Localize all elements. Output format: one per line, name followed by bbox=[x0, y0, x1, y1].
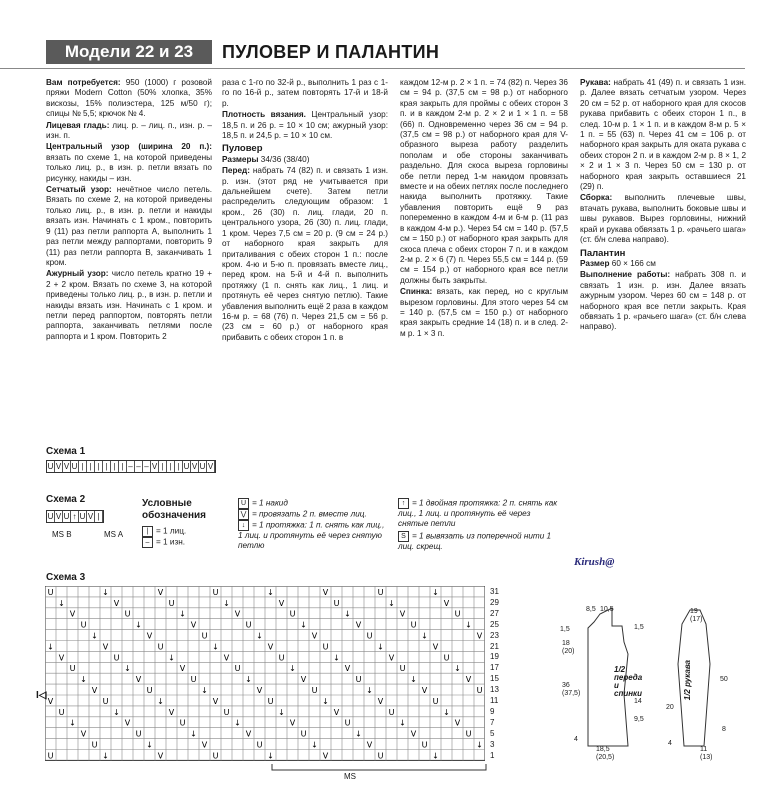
ms-a-label: MS A bbox=[104, 530, 124, 539]
stitch-symbol: U bbox=[366, 631, 373, 641]
stitch-symbol: U bbox=[234, 664, 241, 674]
stitch-symbol: U bbox=[300, 729, 307, 739]
stitch-symbol: ↓ bbox=[256, 631, 263, 641]
stitch-symbol: V bbox=[289, 718, 296, 728]
row-number: 9 bbox=[490, 706, 495, 716]
stitch-symbol: V bbox=[377, 696, 384, 706]
stitch-symbol: U bbox=[322, 642, 329, 652]
stitch-symbol: U bbox=[289, 609, 296, 619]
stitch-symbol: U bbox=[47, 587, 54, 597]
stitch-symbol: U bbox=[465, 729, 472, 739]
stitch-symbol: ↓ bbox=[454, 664, 461, 674]
stitch-symbol: U bbox=[388, 707, 395, 717]
stitch-symbol: U bbox=[212, 587, 219, 597]
stitch-cell: U bbox=[63, 512, 70, 521]
stitch-symbol: ↓ bbox=[124, 664, 131, 674]
dim: 1,5 bbox=[560, 626, 570, 633]
row-number: 25 bbox=[490, 619, 499, 629]
stitch-symbol: ↓ bbox=[267, 587, 274, 597]
stitch-symbol: ↓ bbox=[443, 707, 450, 717]
label: Плотность вязания. bbox=[222, 110, 306, 120]
stitch-cell: ↑ bbox=[71, 511, 79, 522]
stitch-symbol: V bbox=[47, 696, 54, 706]
schema-3-grid bbox=[45, 586, 485, 761]
stitch-symbol: ↓ bbox=[47, 642, 54, 652]
text: каждом 12-м р. 2 × 1 п. = 74 (82) п. Через 36 см = 94 р. (37,5 см = 98 р.) от наборного края закрыть для проймы с обеих сторон 3 п. и в каждом 2-м р. 2 × 2 и 1 × 1 п. = 58 (66) п. Одновременно через 36 см = 94 р. (37,5 см = 98 р.) от наборного края для V-образного выреза работу разделить пополам и обе стороны заканчивать раздельно. Для скоса выреза горловины обе петли перед 1-м накидом провязать вместе и на обеих петлях после последнего накида выполнить протяжку. Такие убавления повторить ещё 9 раз попеременно в каждом 4-м и 6-м р. (11 раз в каждом 4-м р.). Через 54 см = 140 р. (57,5 см = 150 р.) от наборного края закрыть для скоса плеча с обеих сторон 7 п. и в каждом 2-м р. 2 × 6 (7) п. Через 55,5 см = 144 р. (59 см = 154 р.) от наборного края все петли должны быть закрыты. bbox=[400, 78, 568, 285]
stitch-symbol: V bbox=[421, 686, 428, 695]
row-number: 19 bbox=[490, 652, 499, 662]
stitch-symbol: ↓ bbox=[223, 598, 230, 608]
stitch-symbol: ↓ bbox=[58, 598, 65, 608]
section-heading: Палантин bbox=[580, 247, 626, 259]
label: Ажурный узор: bbox=[46, 269, 109, 279]
row-number: 7 bbox=[490, 717, 495, 727]
text-column-4 bbox=[580, 78, 746, 334]
stitch-symbol: ↓ bbox=[179, 609, 186, 619]
stitch-cell: – bbox=[143, 461, 151, 472]
text: Центральный узор: 18,5 п. и 26 р. = 10 × 10 см; ажурный узор: 18,5 п. и 24,5 р. = 10 × 10 см. bbox=[222, 110, 389, 141]
dim: 20 bbox=[666, 704, 674, 711]
text: вязать по схеме 1, на которой приведены только лиц. р., в изн. р. петли вязать по рисунку, накиды – изн. bbox=[46, 152, 212, 183]
schema-1-strip bbox=[46, 460, 216, 473]
text: 950 (1000) г розовой пряжи Modern Cotton (50% хлопка, 35% вискозы, 15% полиэстера, 125 м/50 г); спицы № 5,5; крючок № 4. bbox=[46, 78, 213, 119]
rapport-bracket bbox=[270, 762, 490, 776]
stitch-symbol: ↓ bbox=[113, 707, 120, 717]
stitch-cell: | bbox=[111, 461, 119, 472]
stitch-symbol: U bbox=[377, 587, 384, 597]
stitch-cell: V bbox=[151, 462, 158, 471]
stitch-symbol: U bbox=[267, 696, 274, 706]
purl-symbol: – bbox=[142, 537, 153, 548]
stitch-symbol: ↓ bbox=[168, 653, 175, 663]
yarn-over-symbol: U bbox=[238, 498, 249, 509]
dim: 8,5 bbox=[586, 606, 596, 613]
stitch-symbol: U bbox=[190, 675, 197, 685]
stitch-symbol: U bbox=[201, 631, 208, 641]
stitch-symbol: V bbox=[179, 664, 186, 674]
stitch-symbol: U bbox=[355, 675, 362, 685]
row-number: 13 bbox=[490, 685, 499, 695]
stitch-symbol: U bbox=[256, 740, 263, 750]
stitch-symbol: U bbox=[168, 598, 175, 608]
stitch-symbol: V bbox=[223, 653, 230, 663]
row-number: 11 bbox=[490, 696, 499, 705]
text: число петель кратно 19 + 2 + 2 кром. Вязать по схеме 3, на которой приведены только лиц. р., в изн. р. петли и накиды вязать изн. Начинать с 1 кром. и петли перед раппортом, повторять петли раппорта, заканчивать петлями после раппорта и 1 кром. Повторить 2 bbox=[46, 269, 212, 341]
stitch-cell: | bbox=[87, 461, 95, 472]
stitch-symbol: ↓ bbox=[432, 751, 439, 761]
stitch-symbol: U bbox=[124, 609, 131, 619]
text: нечётное число петель. Вязать по схеме 2, на которой приведены только лиц. р., в изн. р. петли и накиды вязать изн. Начинать с 1 кром., повторить 9 (11) раз петли раппорта А, выполнить 1 раз петли между раппортами, повторить 9 (11) раз петли раппорта В, заканчивать 1 кром. bbox=[46, 185, 212, 267]
stitch-symbol: V bbox=[146, 631, 153, 641]
dim: 11 (13) bbox=[700, 746, 713, 761]
models-badge: Модели 22 и 23 bbox=[46, 40, 212, 64]
stitch-symbol: U bbox=[410, 620, 417, 630]
stitch-symbol: V bbox=[311, 631, 318, 641]
stitch-symbol: V bbox=[388, 653, 395, 663]
stitch-cell: V bbox=[191, 462, 198, 471]
stitch-symbol: V bbox=[135, 675, 142, 685]
stitch-symbol: ↓ bbox=[102, 587, 109, 597]
text: набрать 308 п. и связать 1 изн. р. изн. Далее вязать ажурным узором. Через 60 см = 148 р. от наборного края все петли закрыть. Края обвязать 1 р. «рачьего шага» (ст. б/н слева направо). bbox=[580, 270, 747, 332]
stitch-symbol: U bbox=[47, 751, 54, 761]
dim: 36 (37,5) bbox=[562, 682, 581, 697]
text: 34/36 (38/40) bbox=[258, 154, 310, 164]
stitch-symbol: ↓ bbox=[322, 696, 329, 706]
legend-col-3 bbox=[398, 498, 558, 552]
stitch-symbol: ↓ bbox=[476, 740, 483, 750]
stitch-symbol: ↓ bbox=[388, 598, 395, 608]
stitch-symbol: ↓ bbox=[135, 620, 142, 630]
stitch-symbol: U bbox=[443, 653, 450, 663]
stitch-symbol: V bbox=[234, 609, 241, 619]
stitch-symbol: ↓ bbox=[421, 631, 428, 641]
text-column-2 bbox=[222, 78, 388, 344]
label: Спинка: bbox=[400, 287, 433, 297]
stitch-symbol: V bbox=[278, 598, 285, 608]
stitch-symbol: V bbox=[157, 587, 164, 597]
label: Рукава: bbox=[580, 78, 611, 87]
row-number: 23 bbox=[490, 630, 499, 640]
stitch-cell: U bbox=[71, 462, 78, 471]
knit-symbol: | bbox=[142, 526, 153, 537]
stitch-symbol: V bbox=[355, 620, 362, 630]
stitch-symbol: V bbox=[454, 718, 461, 728]
stitch-cell: U bbox=[199, 462, 206, 471]
label: Центральный узор (ширина 20 п.): bbox=[46, 142, 212, 152]
stitch-symbol: ↓ bbox=[157, 696, 164, 706]
stitch-symbol: ↓ bbox=[201, 686, 208, 695]
legend-text: = провязать 2 п. вместе лиц. bbox=[252, 509, 367, 519]
dim: 14 bbox=[634, 698, 642, 705]
stitch-symbol: ↓ bbox=[311, 740, 318, 750]
stitch-cell: U bbox=[183, 462, 190, 471]
stitch-symbol: U bbox=[377, 751, 384, 761]
stitch-symbol: ↓ bbox=[267, 751, 274, 761]
stitch-cell: | bbox=[79, 461, 87, 472]
legend-text: = 1 вывязать из поперечной нити 1 лиц. скрещ. bbox=[398, 531, 552, 551]
stitch-symbol: V bbox=[91, 686, 98, 695]
label: Выполнение работы: bbox=[580, 270, 671, 280]
row-number: 17 bbox=[490, 663, 499, 673]
dim: 19 (17) bbox=[690, 608, 703, 623]
stitch-cell: | bbox=[159, 461, 167, 472]
stitch-symbol: ↓ bbox=[102, 751, 109, 761]
stitch-symbol: U bbox=[333, 598, 340, 608]
stitch-symbol: U bbox=[432, 696, 439, 706]
stitch-symbol: U bbox=[135, 729, 142, 739]
signature: Kirush@ bbox=[574, 556, 615, 568]
schema-3-title: Схема 3 bbox=[46, 572, 86, 583]
stitch-symbol: V bbox=[366, 740, 373, 750]
stitch-cell: V bbox=[207, 462, 214, 471]
schema-2-title: Схема 2 bbox=[46, 494, 86, 505]
legend-text: = 1 двойная протяжка: 2 п. снять как лиц., 1 лиц. и протянуть её через снятые петли bbox=[398, 498, 558, 528]
stitch-cell: U bbox=[47, 512, 54, 521]
row-number: 31 bbox=[490, 587, 499, 596]
stitch-symbol: V bbox=[102, 642, 109, 652]
stitch-symbol: V bbox=[256, 686, 263, 695]
stitch-symbol: V bbox=[157, 751, 164, 761]
stitch-symbol: ↓ bbox=[146, 740, 153, 750]
legend-col-2 bbox=[238, 498, 388, 551]
stitch-symbol: U bbox=[311, 686, 318, 695]
stitch-symbol: U bbox=[212, 751, 219, 761]
row-number: 29 bbox=[490, 597, 499, 607]
stitch-symbol: U bbox=[179, 718, 186, 728]
stitch-symbol: V bbox=[80, 729, 87, 739]
stitch-symbol: ↓ bbox=[366, 686, 373, 695]
dim: 4 bbox=[574, 736, 578, 743]
stitch-symbol: V bbox=[245, 729, 252, 739]
stitch-symbol: V bbox=[201, 740, 208, 750]
stitch-symbol: ↓ bbox=[69, 718, 76, 728]
stitch-symbol: V bbox=[344, 664, 351, 674]
text: набрать 41 (49) п. и связать 1 изн. р. Далее вязать сетчатым узором. Через 20 см = 52 р. от наборного края для скосов рукава прибавить с обеих сторон 1 п., в след. 10-м р. 1 × 1 п. и в каждом 8-м р. 5 × 1 п. = 55 (63) п. Через 41 см = 106 р. от наборного края закрыть для оката рукава с обеих сторон 2 п. и в каждом 2-м р. 8 × 1, 2 × 2 и 1 × 3 п. Через 50 см = 130 р. от наборного края закрыть оставшиеся 21 (29) п. bbox=[580, 78, 746, 192]
stitch-symbol: V bbox=[333, 707, 340, 717]
dim: 9,5 bbox=[634, 716, 644, 723]
text: вязать, как перед, но с круглым вырезом горловины. Для этого через 54 см = 140 р. (57,5 см = 150 р.) от наборного края закрыть средние 14 (18) п. и в след. 2-м р. 1 × 3 п. bbox=[400, 287, 568, 338]
label: Сетчатый узор: bbox=[46, 185, 112, 195]
stitch-symbol: U bbox=[223, 707, 230, 717]
row-number: 15 bbox=[490, 674, 499, 684]
stitch-symbol: V bbox=[322, 751, 329, 761]
stitch-symbol: ↓ bbox=[399, 718, 406, 728]
stitch-cell: V bbox=[55, 512, 62, 521]
stitch-symbol: V bbox=[212, 696, 219, 706]
stitch-symbol: V bbox=[300, 675, 307, 685]
stitch-cell: U bbox=[79, 512, 86, 521]
text: 60 × 166 см bbox=[609, 258, 656, 268]
stitch-symbol: U bbox=[146, 686, 153, 695]
stitch-symbol: V bbox=[322, 587, 329, 597]
schema-3-ms-label: MS bbox=[344, 772, 356, 781]
stitch-symbol: U bbox=[157, 642, 164, 652]
label: Перед: bbox=[222, 166, 250, 176]
sleeve-label: 1/2 рукава bbox=[683, 660, 692, 701]
row-number: 1 bbox=[490, 750, 495, 760]
section-heading: Пуловер bbox=[222, 143, 263, 155]
stitch-cell: V bbox=[87, 512, 94, 521]
stitch-symbol: V bbox=[410, 729, 417, 739]
dim: 50 bbox=[720, 676, 728, 683]
page-title: ПУЛОВЕР И ПАЛАНТИН bbox=[222, 42, 440, 62]
stitch-symbol: U bbox=[80, 620, 87, 630]
stitch-symbol: V bbox=[476, 631, 483, 641]
row-number: 5 bbox=[490, 728, 495, 738]
text-column-1 bbox=[46, 78, 212, 343]
stitch-symbol: U bbox=[278, 653, 285, 663]
stitch-symbol: U bbox=[245, 620, 252, 630]
label: Вам потребуется: bbox=[46, 78, 121, 87]
stitch-cell: | bbox=[95, 461, 103, 472]
stitch-symbol: ↓ bbox=[190, 729, 197, 739]
label: Размеры bbox=[222, 154, 259, 164]
stitch-symbol: ↓ bbox=[212, 642, 219, 652]
stitch-symbol: V bbox=[465, 675, 472, 685]
stitch-symbol: ↓ bbox=[344, 609, 351, 619]
text-column-3 bbox=[400, 78, 568, 340]
stitch-symbol: ↓ bbox=[465, 620, 472, 630]
stitch-symbol: U bbox=[399, 664, 406, 674]
double-decrease-symbol: ↑ bbox=[398, 498, 409, 509]
sleeve-diagram bbox=[664, 604, 724, 754]
stitch-symbol: ↓ bbox=[333, 653, 340, 663]
row-number: 27 bbox=[490, 608, 499, 618]
legend-title: Условные обозначения bbox=[142, 498, 206, 521]
row-number: 21 bbox=[490, 641, 499, 651]
stitch-symbol: V bbox=[267, 642, 274, 652]
dim: 1,5 bbox=[634, 624, 644, 631]
text: выполнить плечевые швы, втачать рукава, выполнить боковые швы и швы рукавов. Вырез горловины, нижний край и рукава обвязать 1 р. «рачьего шага» (ст. б/н слева направо). bbox=[580, 193, 746, 245]
text: раза с 1-го по 32-й р., выполнить 1 раз с 1-го по 16-й р., затем повторять 17-й и 18-й р. bbox=[222, 78, 388, 108]
front-label: 1/2 переда и спинки bbox=[614, 665, 643, 698]
stitch-symbol: V bbox=[69, 609, 76, 619]
k2tog-symbol: ⋁ bbox=[238, 509, 249, 520]
stitch-cell: | bbox=[119, 461, 127, 472]
stitch-cell: V bbox=[63, 462, 70, 471]
legend-text: = 1 накид bbox=[252, 498, 288, 508]
legend-text: = 1 изн. bbox=[156, 537, 186, 547]
stitch-symbol: ↓ bbox=[432, 587, 439, 597]
stitch-symbol: U bbox=[476, 686, 483, 695]
stitch-cell: – bbox=[127, 461, 135, 472]
dim: 18 (20) bbox=[562, 640, 575, 655]
dim: 18,5 (20,5) bbox=[596, 746, 615, 761]
stitch-symbol: ↓ bbox=[289, 664, 296, 674]
ssk-symbol: ↓ bbox=[238, 520, 249, 531]
stitch-symbol: U bbox=[344, 718, 351, 728]
stitch-symbol: V bbox=[168, 707, 175, 717]
label: Размер bbox=[580, 258, 610, 268]
row-number: 3 bbox=[490, 739, 495, 749]
stitch-symbol: V bbox=[399, 609, 406, 619]
stitch-symbol: U bbox=[91, 740, 98, 750]
arrow-marker: I◁ bbox=[36, 690, 47, 701]
legend bbox=[142, 498, 232, 548]
text: лиц. р. – лиц. п., изн. р. – изн. п. bbox=[46, 120, 212, 141]
stitch-symbol: U bbox=[421, 740, 428, 750]
legend-text: = 1 протяжка: 1 п. снять как лиц., 1 лиц. и протянуть её через снятую петлю bbox=[238, 520, 385, 550]
schema-2-strip bbox=[46, 510, 104, 523]
dim: 10,5 bbox=[600, 606, 614, 613]
ms-b-label: MS B bbox=[52, 530, 72, 539]
text: набрать 74 (82) п. и связать 1 изн. р. изн. (этот ряд не учитывается при дальнейшем счете). Затем петли распределить следующим образом: 1 кром., 26 (30) п. лиц. глади, 20 п. центрального узора, 26 (30) п. лиц. глади, 1 кром. Через 7,5 см = 20 р. (9 см = 24 р.) от наборного края закрыть для приталивания с обеих сторон 1 п.: после кром. 4-ю и 5-ю п. провязать вместе лиц., перед кром. на 5-й и 4-й п. выполнить протяжку (1 п. снять как лиц., 1 лиц. и протянуть её через снятую петлю). Такие убавления выполнить ещё 2 раза в каждом 16-м р. = 68 (76) п. Через 21,5 см = 56 р. (23 см = 60 р.) от наборного края прибавить с обеих сторон 1 п. в bbox=[222, 166, 388, 342]
stitch-symbol: U bbox=[102, 696, 109, 706]
stitch-symbol: ↓ bbox=[377, 642, 384, 652]
legend-text: = 1 лиц. bbox=[156, 526, 187, 536]
stitch-symbol: ↓ bbox=[300, 620, 307, 630]
make-one-symbol: S bbox=[398, 531, 409, 542]
stitch-symbol: ↓ bbox=[234, 718, 241, 728]
stitch-symbol: V bbox=[432, 642, 439, 652]
stitch-cell: U bbox=[47, 462, 54, 471]
stitch-symbol: U bbox=[113, 653, 120, 663]
label: Сборка: bbox=[580, 193, 613, 203]
stitch-symbol: ↓ bbox=[278, 707, 285, 717]
stitch-cell: | bbox=[103, 461, 111, 472]
stitch-symbol: ↓ bbox=[245, 675, 252, 685]
stitch-symbol: V bbox=[113, 598, 120, 608]
schema-1-title: Схема 1 bbox=[46, 446, 86, 457]
stitch-symbol: V bbox=[58, 653, 65, 663]
dim: 8 bbox=[722, 726, 726, 733]
stitch-symbol: U bbox=[69, 664, 76, 674]
stitch-symbol: ↓ bbox=[355, 729, 362, 739]
header-rule bbox=[0, 68, 745, 69]
label: Лицевая гладь: bbox=[46, 120, 110, 130]
stitch-cell: | bbox=[167, 461, 175, 472]
stitch-symbol: ↓ bbox=[80, 675, 87, 685]
stitch-cell: – bbox=[135, 461, 143, 472]
stitch-symbol: V bbox=[190, 620, 197, 630]
stitch-symbol: ↓ bbox=[410, 675, 417, 685]
stitch-symbol: V bbox=[124, 718, 131, 728]
stitch-symbol: ↓ bbox=[91, 631, 98, 641]
stitch-cell: | bbox=[175, 461, 183, 472]
dim: 4 bbox=[668, 740, 672, 747]
stitch-symbol: U bbox=[58, 707, 65, 717]
stitch-symbol: V bbox=[443, 598, 450, 608]
stitch-cell: V bbox=[55, 462, 62, 471]
stitch-cell: | bbox=[95, 511, 103, 522]
stitch-symbol: U bbox=[454, 609, 461, 619]
